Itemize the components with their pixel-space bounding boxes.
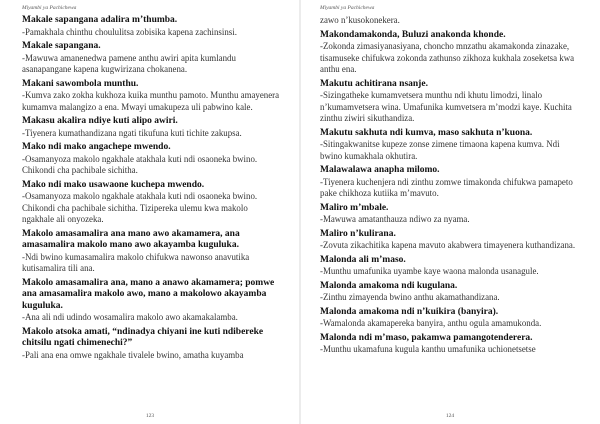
proverb-title: Malonda ali m’maso. xyxy=(320,254,406,265)
proverb-meaning: -Munthu umafunika uyambe kaye waona malonda usanagule. xyxy=(320,266,539,276)
left-entries xyxy=(22,15,280,361)
running-head: Miyambi ya Pachichewa xyxy=(22,5,77,11)
right-entries xyxy=(320,15,578,356)
proverb-meaning: -Zinthu zimayenda bwino anthu akamathandizana. xyxy=(320,292,500,302)
proverb-entry xyxy=(320,255,578,278)
proverb-entry xyxy=(22,142,280,177)
proverb-title: Maliro m’mbale. xyxy=(320,202,389,213)
proverb-entry xyxy=(22,116,280,139)
proverb-entry xyxy=(320,229,578,252)
proverb-title: Makondamakonda, Buluzi anakonda khonde. xyxy=(320,29,506,40)
proverb-meaning: -Tiyenera kuchenjera ndi zinthu zomwe timakonda chifukwa pamapeto pake chikhoza kutiika m’mavuto. xyxy=(320,176,573,198)
proverb-meaning: -Mawuwa amatanthauza ndiwo za nyama. xyxy=(320,214,470,224)
proverb-entry xyxy=(320,281,578,304)
proverb-title: Makale sapangana adalira m’thumba. xyxy=(22,15,178,25)
proverb-meaning: -Sitingakwanitse kupeze zonse zimene timaona kapena kumva. Ndi bwino kumakhala okhutira. xyxy=(320,139,560,161)
proverb-entry xyxy=(320,333,578,356)
proverb-title: Makolo amasamalira ana mano awo akamamera, ana amasamalira makolo mano awo akayamba kuguluka. xyxy=(22,228,240,250)
proverb-entry xyxy=(320,128,578,163)
proverb-title: Makutu sakhuta ndi kumva, maso sakhuta n’kuona. xyxy=(320,127,533,138)
proverb-title: Malawalawa anapha milomo. xyxy=(320,165,440,175)
proverb-entry xyxy=(320,30,578,76)
proverb-title: Maliro n’kulirana. xyxy=(320,228,396,239)
proverb-entry xyxy=(22,41,280,76)
proverb-entry xyxy=(22,180,280,226)
continued-text-entry xyxy=(320,15,578,27)
proverb-meaning: -Sizingatheke kumamvetsera munthu ndi khutu limodzi, linalo n’kumamvetsera wina. Umafunika kumvetsera m’modzi kaye. Kuchita zinthu ziwiri sikuthandiza. xyxy=(320,90,572,123)
proverb-title: Mako ndi mako usawaone kuchepa mwendo. xyxy=(22,179,205,190)
proverb-entry xyxy=(320,203,578,226)
proverb-entry xyxy=(22,79,280,114)
proverb-title: Makani sawombola munthu. xyxy=(22,78,139,89)
proverb-title: Malonda amakoma ndi n’kuikira (banyira). xyxy=(320,306,499,317)
proverb-meaning: -Ana ali ndi udindo wosamalira makolo awo akamakalamba. xyxy=(22,312,238,322)
proverb-entry xyxy=(320,307,578,330)
proverb-title: Malonda ndi m’maso, pakamwa pamangotenderera. xyxy=(320,332,533,343)
continued-text: zawo n’kusokonekera. xyxy=(320,15,400,25)
proverb-meaning: -Osamanyoza makolo ngakhale atakhala kuti ndi osaoneka bwino. Chikondi cha pachibale sichitha. xyxy=(22,153,258,175)
proverb-title: Malonda amakoma ndi kugulana. xyxy=(320,280,458,291)
proverb-title: Mako ndi mako angachepe mwendo. xyxy=(22,142,171,152)
proverb-entry xyxy=(22,229,280,275)
proverb-entry xyxy=(320,165,578,200)
proverb-meaning: -Pali ana ena omwe ngakhale tivalele bwino, amatha kuyamba xyxy=(22,349,244,360)
proverb-title: Makasu akalira ndiye kuti alipo awiri. xyxy=(22,116,178,126)
proverb-meaning: -Zokonda zimasiyanasiyana, choncho mnzathu akamakonda zinazake, tisamuseke chifukwa zokonda zathunso zikhoza kukhala zoseketsa kwa anthu ena. xyxy=(320,41,575,74)
proverb-title: Makale sapangana. xyxy=(22,41,101,51)
proverb-entry xyxy=(22,278,280,324)
proverb-meaning: -Zovuta zikachitika kapena mavuto akabwera timayenera kuthandizana. xyxy=(320,240,576,250)
proverb-meaning: -Mawuwa amanenedwa pamene anthu awiri apita kumlandu asanapangane kapena kugwirizana chokanena. xyxy=(22,52,236,74)
proverb-entry xyxy=(22,15,280,38)
proverb-meaning: -Pamakhala chinthu choululitsa zobisika kapena zachinsinsi. xyxy=(22,26,237,37)
right-page xyxy=(300,0,600,424)
proverb-meaning: -Kumva zako zokha kukhoza kuika munthu pamoto. Munthu amayenera kumamva malangizo a ena. Mwayi umakupeza uli pabwino kale. xyxy=(22,90,280,112)
proverb-entry xyxy=(22,327,280,362)
running-head: Miyambi ya Pachichewa xyxy=(320,5,375,11)
proverb-title: Makolo amasamalira ana, mano a anawo akamamera; pomwe ana amasamalira makolo awo, mano a makolowo akayamba kuguluka. xyxy=(22,277,275,311)
proverb-title: Makolo atsoka amati, “ndinadya chiyani ine kuti ndibereke chitsilu ngati chimenechi?” xyxy=(22,326,264,348)
proverb-meaning: -Wamalonda akamapereka banyira, anthu ogula amamukonda. xyxy=(320,318,542,328)
proverb-meaning: -Ndi bwino kumasamalira makolo chifukwa nawonso anavutika kutisamalira tili ana. xyxy=(22,251,250,273)
proverb-title: Makutu achitirana nsanje. xyxy=(320,78,428,89)
page-number: 123 xyxy=(145,413,155,419)
proverb-meaning: -Munthu ukamafuna kugula kanthu umafunika uchionetsetse xyxy=(320,344,536,354)
proverb-meaning: -Osamanyoza makolo ngakhale atakhala kuti ndi osaoneka bwino. Chikondi cha pachibale sichitha. Tizipereka ulemu kwa makolo ngakhale ali onyozeka. xyxy=(22,191,258,224)
proverb-entry xyxy=(320,79,578,125)
page-number: 124 xyxy=(445,413,455,419)
proverb-meaning: -Tiyenera kumathandizana ngati tikufuna kuti tichite zakupsa. xyxy=(22,127,242,138)
